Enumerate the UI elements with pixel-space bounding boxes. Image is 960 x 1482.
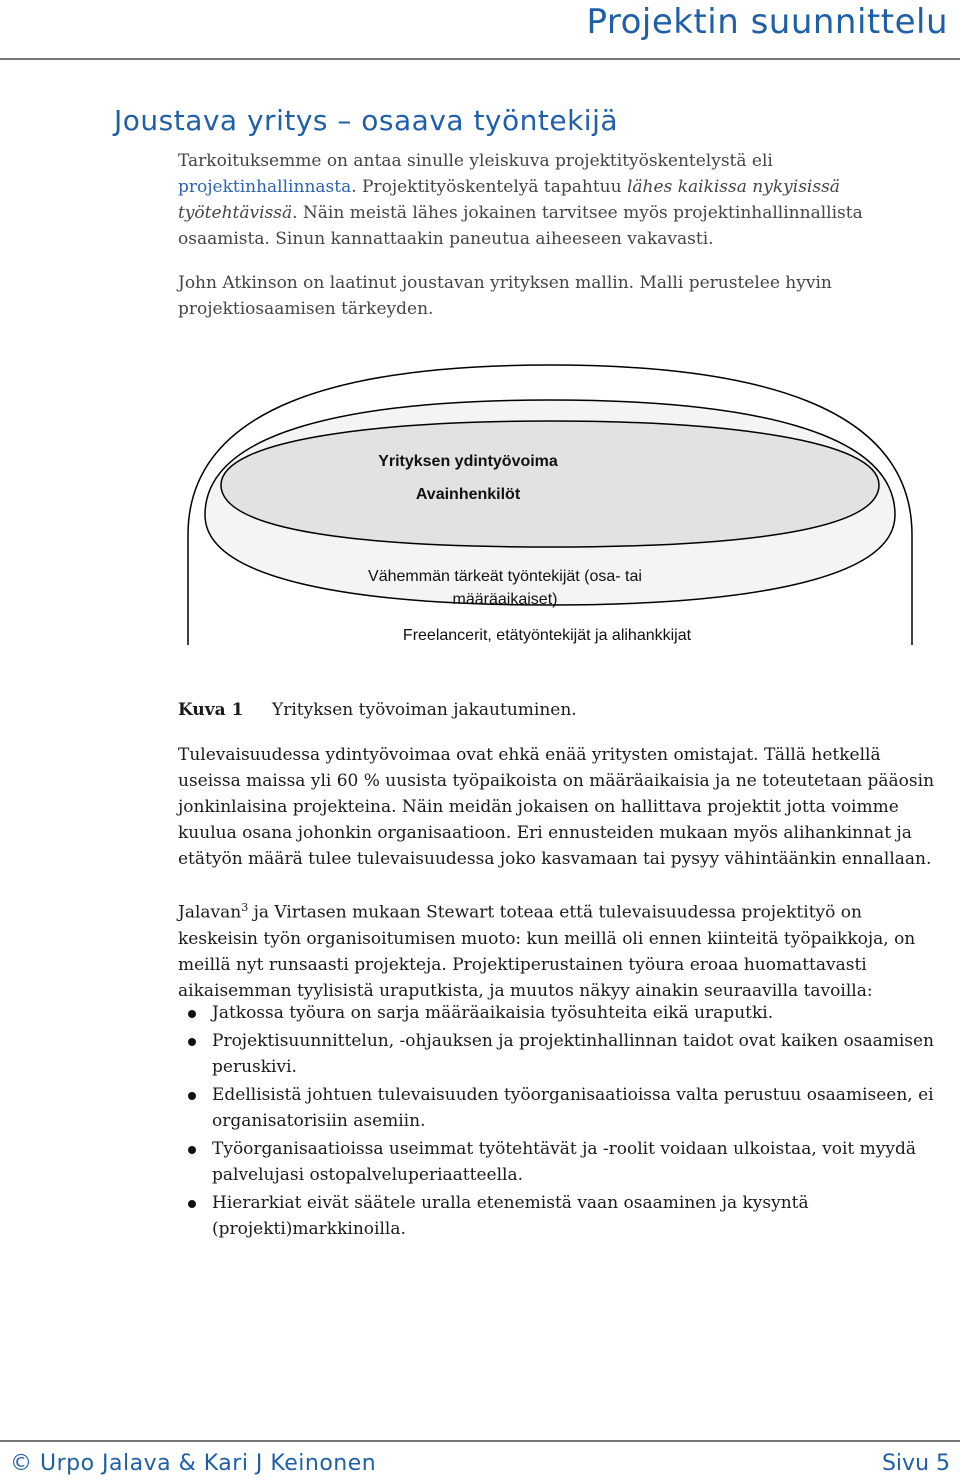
list-item-text: Työorganisaatioissa useimmat työtehtävät ja -roolit voidaan ulkoistaa, voit myydä palvelujasi ostopalveluperiaatteella. <box>212 1139 916 1185</box>
paragraph-future: Tulevaisuudessa ydintyövoimaa ovat ehkä enää yritysten omistajat. Tällä hetkellä useissa maissa yli 60 % uusista työpaikoista on määräaikaisia ja ne toteutetaan pääosin jonkinlaisina projekteina. Näin meidän jokaisen on hallittava projektit jotta voimme kuulua osana johonkin organisaatioon. Eri ennusteiden mukaan myös alihankinnat ja etätyön määrä tulee tulevaisuudessa joko kasvamaan tai pysyy vähintäänkin ennallaan. <box>178 745 935 869</box>
list-item <box>178 1190 940 1242</box>
section-title: Joustava yritys – osaava työntekijä <box>114 104 619 137</box>
caption-label: Kuva 1 <box>178 700 244 720</box>
workforce-diagram <box>185 345 915 655</box>
list-item-text: Hierarkiat eivät säätele uralla etenemistä vaan osaaminen ja kysyntä (projekti)markkinoilla. <box>212 1193 809 1239</box>
bullet-icon <box>188 1038 196 1046</box>
figure-caption <box>178 700 878 720</box>
intro-paragraph-2: John Atkinson on laatinut joustavan yrityksen mallin. Malli perustelee hyvin projektiosaamisen tärkeyden. <box>178 273 832 319</box>
projektinhallinta-link[interactable]: projektinhallinnasta <box>178 177 352 197</box>
bullet-icon <box>188 1200 196 1208</box>
copyright: © Urpo Jalava & Kari J Keinonen <box>10 1451 377 1476</box>
footnote-ref[interactable]: 3 <box>241 901 249 914</box>
list-item <box>178 1136 940 1188</box>
list-item <box>178 1082 940 1134</box>
outer-label: Freelancerit, etätyöntekijät ja alihankkijat <box>402 627 692 644</box>
intro-text-b: . Projektityöskentelyä tapahtuu <box>351 177 627 197</box>
core-ellipse <box>221 421 879 547</box>
page-number: Sivu 5 <box>881 1451 950 1476</box>
intro-paragraph-1 <box>178 148 940 252</box>
middle-label-line2: määräaikaiset) <box>452 591 558 608</box>
bullet-icon <box>188 1010 196 1018</box>
intro-text-c: . Näin meistä lähes jokainen tarvitsee myös projektinhallinnallista osaamista. Sinun kannattaakin paneutua aiheeseen vakavasti. <box>178 203 863 249</box>
intro-text <box>178 148 940 322</box>
career-change-list <box>178 1000 940 1244</box>
list-item <box>178 1000 940 1026</box>
bullet-icon <box>188 1146 196 1154</box>
bullet-icon <box>188 1092 196 1100</box>
para3-text-b: ja Virtasen mukaan Stewart toteaa että tulevaisuudessa projektityö on keskeisin työn organisoitumisen muoto: kun meillä oli ennen kiinteitä työpaikkoja, on meillä nyt runsaasti projekteja. Projektiperustainen työura eroaa huomattavasti aikaisemman tyylisistä uraputkista, ja muutos näkyy ainakin seuraavilla tavoilla: <box>178 902 916 1001</box>
para3-text-a: Jalavan <box>178 902 242 923</box>
middle-label-line1: Vähemmän tärkeät työntekijät (osa- tai <box>368 568 642 585</box>
header-title: Projektin suunnittelu <box>586 2 948 42</box>
core-subtitle: Avainhenkilöt <box>415 486 521 503</box>
list-item <box>178 1028 940 1080</box>
list-item-text: Edellisistä johtuen tulevaisuuden työorganisaatioissa valta perustuu osaamiseen, ei organisatorisiin asemiin. <box>212 1085 934 1131</box>
page-header <box>0 0 960 60</box>
page-footer <box>0 1440 960 1482</box>
caption-text: Yrityksen työvoiman jakautuminen. <box>272 700 577 720</box>
list-item-text: Jatkossa työura on sarja määräaikaisia työsuhteita eikä uraputki. <box>212 1003 774 1023</box>
intro-text-a: Tarkoituksemme on antaa sinulle yleiskuva projektityöskentelystä eli <box>178 151 773 171</box>
intro-emphasis: lähes kaikissa nykyisissä työtehtävissä <box>178 177 840 223</box>
list-item-text: Projektisuunnittelun, -ohjauksen ja projektinhallinnan taidot ovat kaiken osaamisen peruskivi. <box>212 1031 935 1077</box>
paragraph-stewart <box>178 895 940 1004</box>
core-title: Yrityksen ydintyövoima <box>378 453 558 470</box>
